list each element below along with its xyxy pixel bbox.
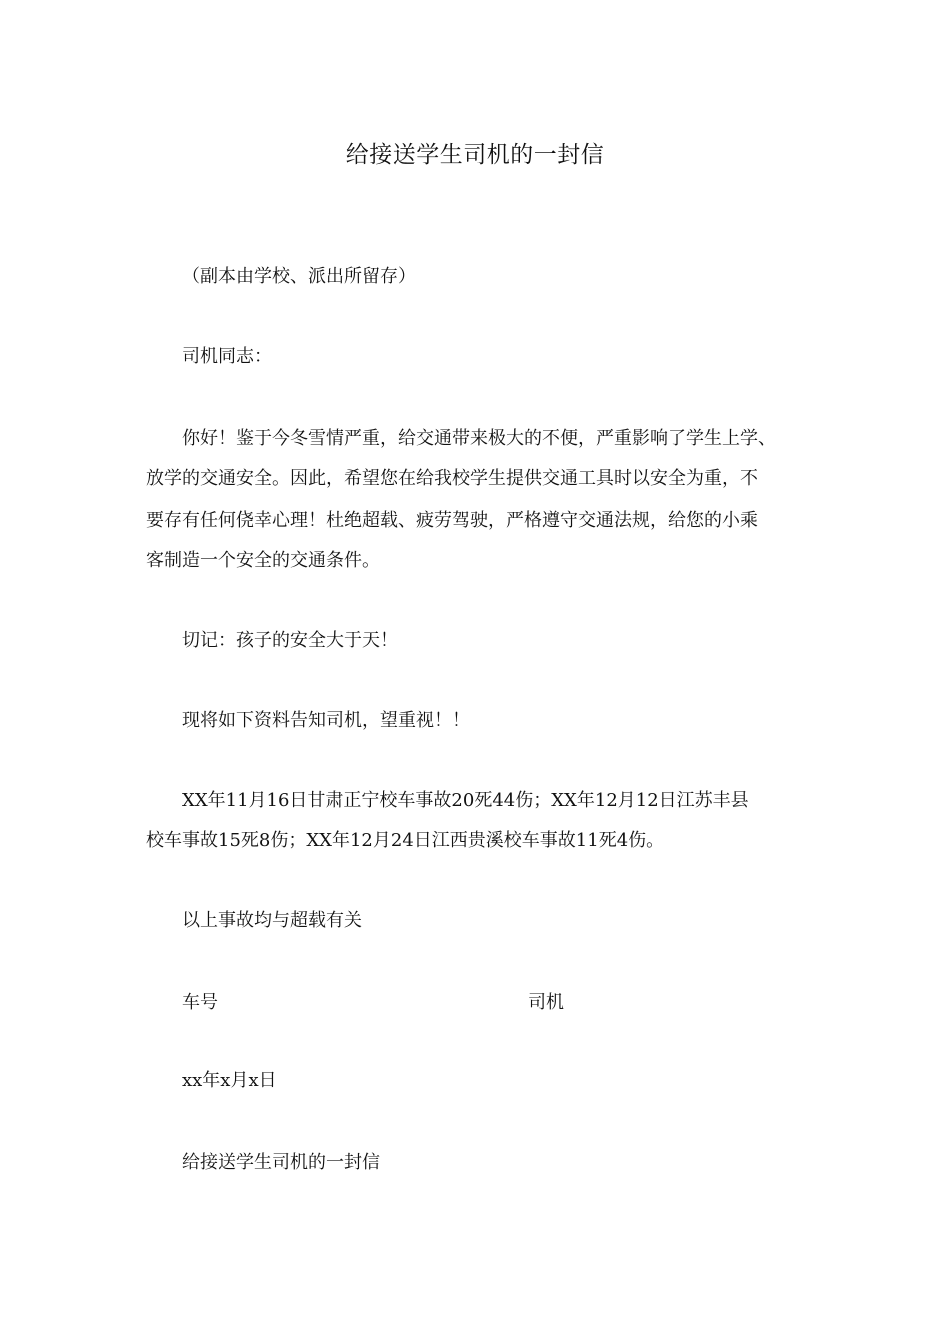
reminder: 切记：孩子的安全大于天！	[182, 630, 398, 651]
copy-note: （副本由学校、派出所留存）	[182, 266, 416, 287]
body-line-2: 放学的交通安全。因此，希望您在给我校学生提供交通工具时以安全为重，不	[146, 468, 758, 489]
notice: 现将如下资料告知司机，望重视！！	[182, 710, 470, 731]
accidents-line-1: XX年11月16日甘肃正宁校车事故20死44伤；XX年12月12日江苏丰县	[182, 790, 749, 811]
document-title: 给接送学生司机的一封信	[345, 142, 605, 168]
salutation: 司机同志：	[182, 346, 272, 367]
plate-label: 车号	[182, 992, 218, 1013]
date: xx年x月x日	[182, 1070, 277, 1091]
driver-label: 司机	[528, 992, 564, 1013]
body-line-1: 你好！鉴于今冬雪情严重，给交通带来极大的不便，严重影响了学生上学、	[182, 428, 776, 449]
body-line-3: 要存有任何侥幸心理！杜绝超载、疲劳驾驶，严格遵守交通法规，给您的小乘	[146, 510, 758, 531]
body-line-4: 客制造一个安全的交通条件。	[146, 550, 380, 571]
accidents-line-2: 校车事故15死8伤；XX年12月24日江西贵溪校车事故11死4伤。	[146, 830, 665, 851]
footer-title: 给接送学生司机的一封信	[182, 1152, 380, 1173]
conclusion: 以上事故均与超载有关	[182, 910, 362, 931]
